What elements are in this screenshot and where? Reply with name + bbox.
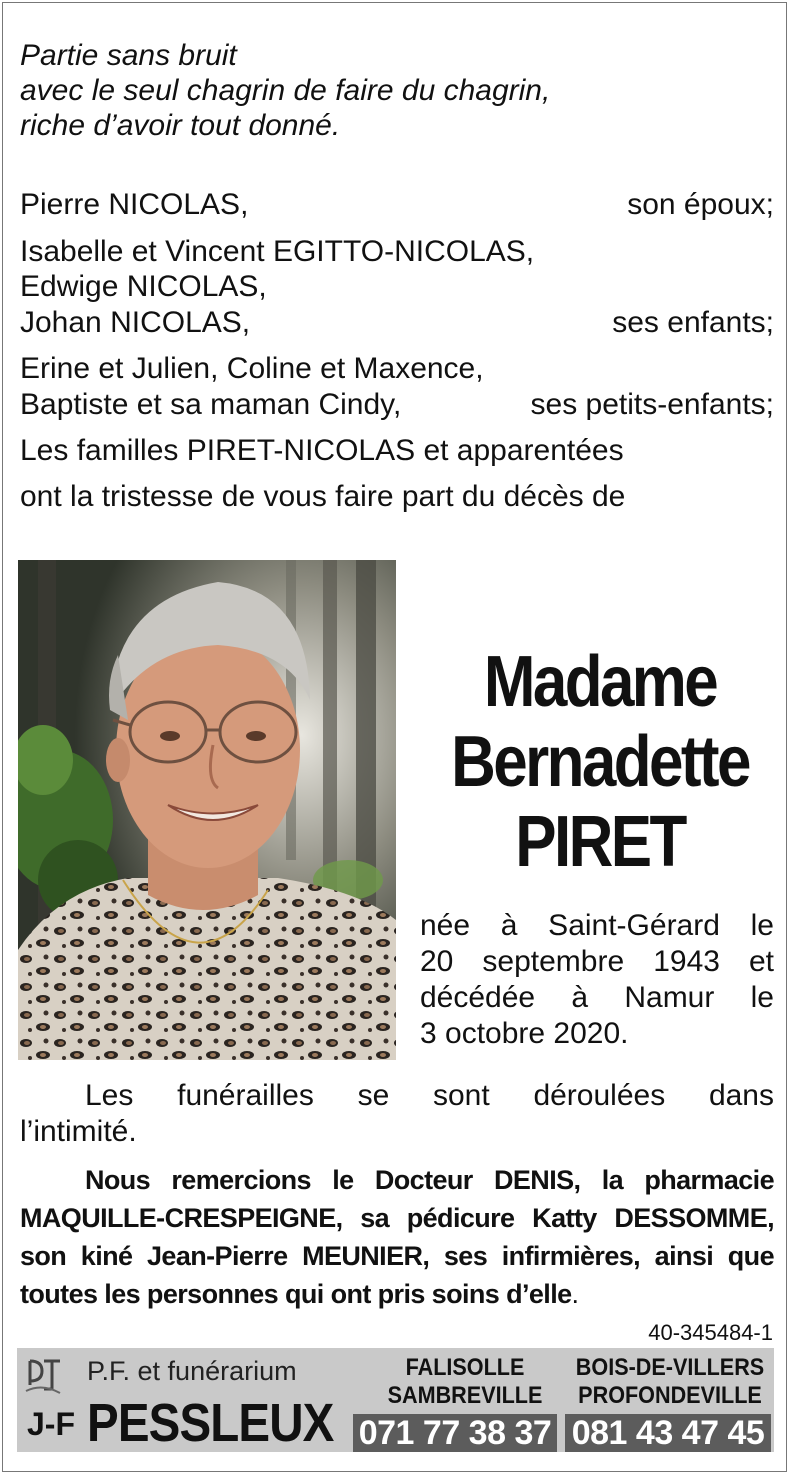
funeral-line: l’intimité. (20, 1115, 137, 1148)
portrait-photo (18, 560, 396, 1060)
funeral-home-initials: J-F (27, 1406, 75, 1442)
husband-role: son époux; (627, 188, 774, 221)
thanks-line: MAQUILLE-CRESPEIGNE, sa pédicure Katty DESSOMME, (20, 1203, 774, 1233)
husband-row (20, 188, 774, 222)
birth-line: 20 septembre 1943 et (420, 945, 774, 978)
grandchildren-row (20, 388, 774, 422)
child-name: Johan NICOLAS, (20, 306, 251, 339)
child-row (20, 270, 774, 304)
funeral-home-name: PESSLEUX (87, 1393, 334, 1453)
announcement-text: ont la tristesse de vous faire part du décès de (20, 480, 626, 513)
poem-line: riche d’avoir tout donné. (20, 109, 341, 142)
children-role: ses enfants; (612, 306, 774, 339)
office1-phone: 071 77 38 37 (353, 1414, 557, 1452)
office2-city: BOIS-DE-VILLERS (575, 1354, 765, 1381)
thanks-line (20, 1276, 774, 1312)
office2-phone: 081 43 47 45 (565, 1414, 771, 1452)
grandchildren-row (20, 352, 774, 386)
office1-location (375, 1354, 555, 1410)
portrait-image (18, 560, 396, 1060)
husband-name: Pierre NICOLAS, (20, 188, 249, 221)
child-name: Isabelle et Vincent EGITTO-NICOLAS, (20, 235, 535, 268)
funeral-home-subtitle: P.F. et funérarium (87, 1356, 297, 1386)
families-line (20, 434, 774, 468)
death-line: décédée à Namur le (420, 981, 774, 1014)
funeral-home-logo-icon (22, 1355, 64, 1395)
child-name: Edwige NICOLAS, (20, 270, 267, 303)
announcement-line (20, 480, 774, 514)
grandchildren-role: ses petits-enfants; (530, 388, 774, 421)
office1-region: SAMBREVILLE (387, 1382, 543, 1409)
thanks-last-text: toutes les personnes qui ont pris soins d’elle (20, 1279, 572, 1309)
birth-line: née à Saint-Gérard le (420, 909, 774, 942)
thanks-line: Nous remercions le Docteur DENIS, la pharmacie (85, 1165, 774, 1195)
funeral-line: Les funérailles se sont déroulées dans (85, 1079, 774, 1112)
deceased-first-name: Bernadette (451, 722, 749, 802)
office2-region: PROFONDEVILLE (578, 1382, 762, 1409)
poem-line: Partie sans bruit (20, 39, 237, 72)
child-row (20, 306, 774, 340)
deceased-last-name: PIRET (515, 802, 685, 882)
child-row (20, 235, 774, 269)
thanks-period: . (571, 1279, 579, 1309)
death-date-line: 3 octobre 2020. (420, 1017, 629, 1050)
office2-location (576, 1354, 765, 1410)
funeral-home-banner (17, 1348, 774, 1452)
deceased-title: Madame (483, 642, 717, 722)
office1-city: FALISOLLE (405, 1354, 525, 1381)
reference-number: 40-345484-1 (648, 1320, 773, 1345)
grandchildren-names: Erine et Julien, Coline et Maxence, (20, 352, 484, 385)
families-text: Les familles PIRET-NICOLAS et apparentées (20, 434, 624, 467)
grandchildren-names: Baptiste et sa maman Cindy, (20, 388, 402, 421)
poem (20, 38, 550, 143)
poem-line: avec le seul chagrin de faire du chagrin, (20, 74, 551, 107)
thanks-line: son kiné Jean-Pierre MEUNIER, ses infirmières, ainsi que (20, 1241, 774, 1271)
